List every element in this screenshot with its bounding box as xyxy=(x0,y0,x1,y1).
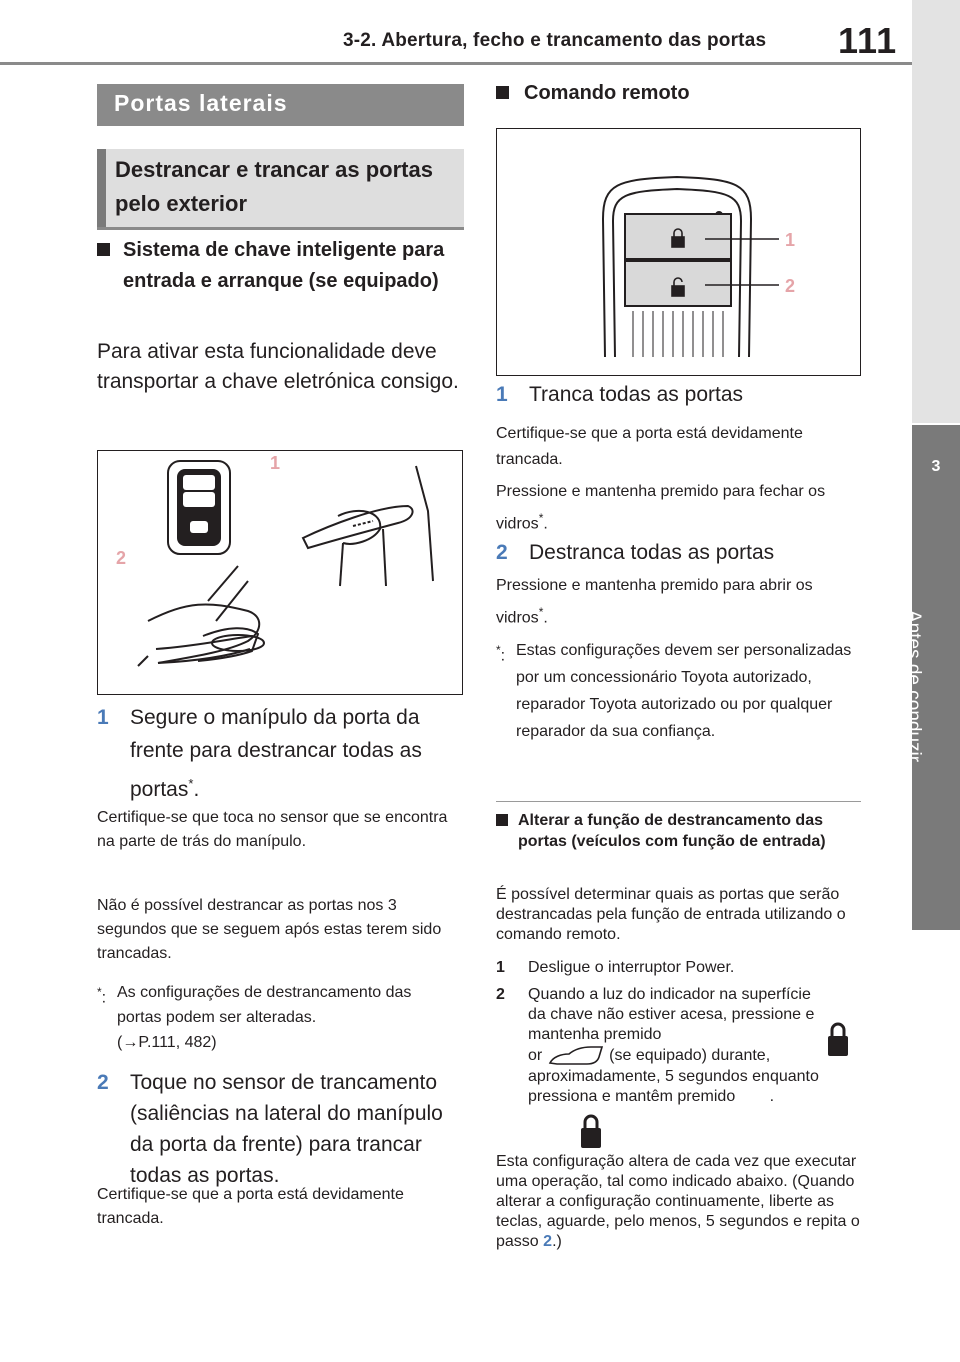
right-step-1-note-1: Certifique-se que a porta está devidamente trancada. xyxy=(496,425,803,468)
right-step-2: 2 Destranca todas as portas xyxy=(496,538,861,568)
running-header: 3-2. Abertura, fecho e trancamento das portas xyxy=(343,30,767,51)
function-final-text: Esta configuração altera de cada vez que executar uma operação, tal como indicado abaixo. (Quando alterar a configuração continuamente, liberte as teclas, aguarde, pelo menos, 5 segundos e repita o passo 2.) xyxy=(496,1153,860,1250)
step-number: 2 xyxy=(543,1233,553,1250)
step-number: 1 xyxy=(496,959,505,976)
figure-callout-2: 2 xyxy=(785,276,796,296)
smart-key-intro: Para ativar esta funcionalidade deve transportar a chave eletrónica consigo. xyxy=(97,340,459,393)
step-number: 1 xyxy=(97,706,109,729)
left-step-1-note-1: Certifique-se que toca no sensor que se encontra na parte de trás do manípulo. xyxy=(97,809,448,850)
section-heading: Portas laterais xyxy=(114,90,288,116)
side-tab-top xyxy=(912,0,960,423)
left-step-1: 1 Segure o manípulo da porta da frente para destrancar todas as portas*. xyxy=(97,701,462,806)
subsection-rule xyxy=(97,227,464,230)
right-step-2-note: Pressione e mantenha premido para abrir os vidros*. xyxy=(496,577,813,627)
subsection-heading: Destrancar e trancar as portas pelo exterior xyxy=(115,157,433,216)
step-number: 2 xyxy=(97,1071,109,1094)
remote-figure xyxy=(496,128,861,376)
header-rule xyxy=(0,62,912,65)
section-divider xyxy=(496,801,861,802)
smart-key-figure xyxy=(97,450,463,695)
function-intro: É possível determinar quais as portas que serão destrancadas pela função de entrada utilizando o comando remoto. xyxy=(496,886,846,943)
chapter-label: Antes de conduzir xyxy=(903,610,924,763)
right-step-1-note-2: Pressione e mantenha premido para fechar os vidros*. xyxy=(496,483,826,533)
left-step-1-note-2: Não é possível destrancar as portas nos 3 segundos que se seguem após estas terem sido trancadas. xyxy=(97,897,442,962)
left-step-2: 2 Toque no sensor de trancamento (saliências na lateral do manípulo da porta da frente) para trancar todas as portas. xyxy=(97,1067,462,1191)
right-step-1: 1 Tranca todas as portas xyxy=(496,380,861,410)
smart-key-heading: Sistema de chave inteligente para entrada e arranque (se equipado) xyxy=(97,235,457,297)
key-fob-icon xyxy=(168,461,230,554)
page-number: 111 xyxy=(838,20,898,61)
step-number: 2 xyxy=(496,986,505,1003)
function-step-2: 2 Quando a luz do indicador na superfície da chave não estiver acesa, pressione e mantenha premido or (se equipado) durante, aproximadamente, 5 segundos enquanto pressiona e mantêm premido . xyxy=(496,986,819,1105)
vehicle-icon xyxy=(547,1045,605,1067)
right-footnote: *: Estas configurações devem ser personalizadas por um concessionário Toyota autorizado, reparador Toyota autorizado ou por qualquer reparador da sua confiança. xyxy=(496,642,852,740)
step-number: 2 xyxy=(496,541,508,564)
door-handle-illustration xyxy=(98,451,462,694)
function-step-1: 1 Desligue o interruptor Power. xyxy=(496,959,735,976)
lock-icon xyxy=(578,1114,604,1150)
chapter-number: 3 xyxy=(931,458,941,475)
figure-callout-1: 1 xyxy=(785,230,796,250)
left-footnote: *: As configurações de destrancamento das portas podem ser alteradas. (→P.111, 482) xyxy=(97,980,459,1055)
section-heading-bar xyxy=(97,84,464,126)
figure-callout-2: 2 xyxy=(116,548,127,568)
figure-callout-1: 1 xyxy=(270,453,281,473)
lock-icon xyxy=(825,1022,851,1058)
square-bullet-icon xyxy=(97,243,110,256)
square-bullet-icon xyxy=(496,86,509,99)
function-heading: Alterar a função de destrancamento das portas (veículos com função de entrada) xyxy=(496,810,856,852)
square-bullet-icon xyxy=(496,814,508,826)
left-step-2-note: Certifique-se que a porta está devidamente trancada. xyxy=(97,1186,404,1227)
subsection-heading-bar xyxy=(97,149,464,227)
page-reference-link[interactable]: (→P.111, 482) xyxy=(117,1034,217,1051)
remote-key-illustration xyxy=(497,129,860,375)
step-number: 1 xyxy=(496,383,508,406)
remote-heading: Comando remoto xyxy=(496,78,856,109)
